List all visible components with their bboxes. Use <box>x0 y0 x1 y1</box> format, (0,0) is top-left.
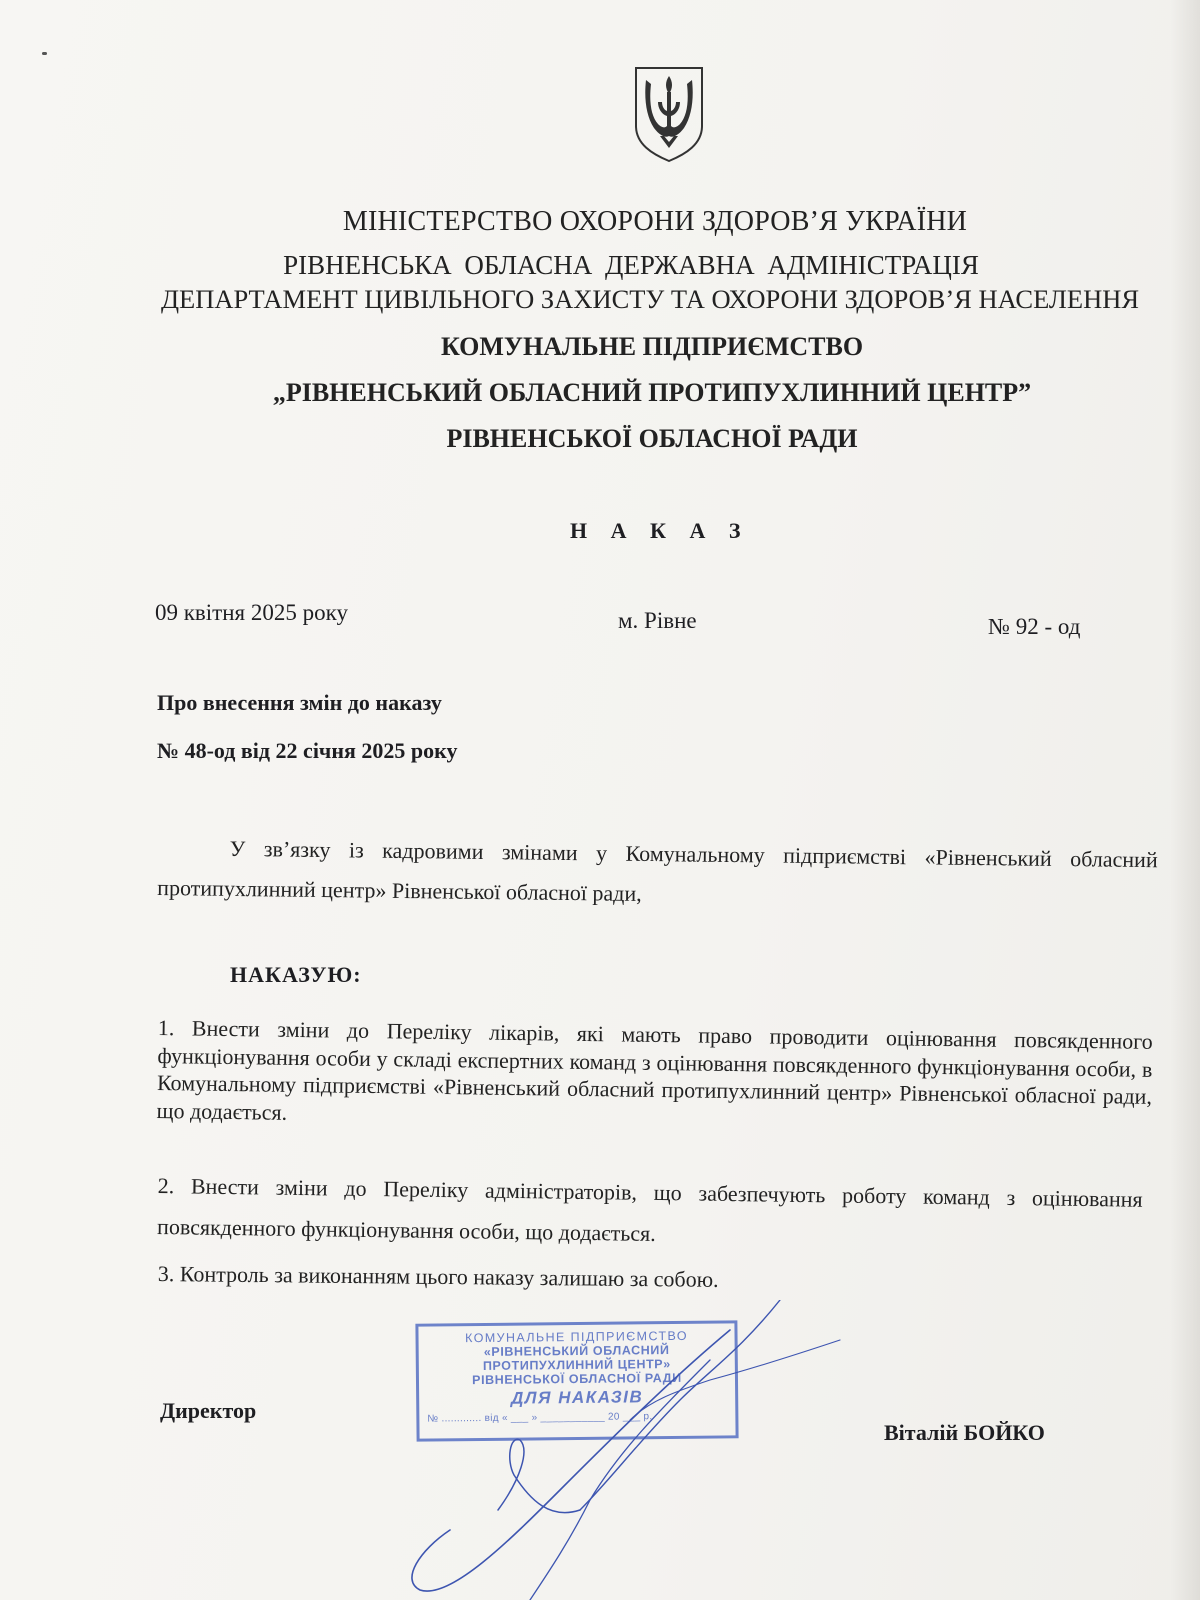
page-edge-shadow <box>1170 0 1200 1600</box>
order-item-1: 1. Внести зміни до Переліку лікарів, які мають право проводити оцінювання повсякденного функціонування особи у складі експертних команд з оцінювання повсякденного функціонування особи, в Комунальному підприємстві «Рівненський обласний протипухлинний центр» Рівненської обласної ради, що додається. <box>156 1014 1153 1125</box>
coat-of-arms-icon <box>632 64 706 164</box>
order-item-3: 3. Контроль за виконанням цього наказу залишаю за собою. <box>157 1260 719 1292</box>
stamp-line-3: ПРОТИПУХЛИННИЙ ЦЕНТР» <box>482 1357 671 1373</box>
stamp-line-5: ДЛЯ НАКАЗІВ <box>510 1387 644 1408</box>
council-name: РІВНЕНСЬКОЇ ОБЛАСНОЇ РАДИ <box>446 424 858 453</box>
stamp-line-4: РІВНЕНСЬКОЇ ОБЛАСНОЇ РАДИ <box>472 1370 682 1388</box>
order-number: № 92 - од <box>988 614 1081 639</box>
order-item-2: 2. Внести зміни до Переліку адміністраторів, що забезпечують роботу команд з оцінювання повсякденного функціонування особи, що додається. <box>156 1172 1143 1246</box>
signatory-name: Віталій БОЙКО <box>884 1420 1045 1445</box>
administration-name: РІВНЕНСЬКА ОБЛАСНА ДЕРЖАВНА АДМІНІСТРАЦІЯ <box>283 250 979 280</box>
enterprise-type: КОМУНАЛЬНЕ ПІДПРИЄМСТВО <box>440 332 864 361</box>
order-city: м. Рівне <box>618 608 697 633</box>
stamp-line-6: № ............. від « ___ » ___________ 20 ___ р. <box>427 1411 653 1425</box>
enterprise-name: „РІВНЕНСЬКИЙ ОБЛАСНИЙ ПРОТИПУХЛИННИЙ ЦЕНТР” <box>272 378 1032 407</box>
subject-line-1: Про внесення змін до наказу <box>157 690 442 715</box>
stamp-line-1: КОМУНАЛЬНЕ ПІДПРИЄМСТВО <box>465 1328 689 1346</box>
order-date: 09 квітня 2025 року <box>155 600 348 625</box>
stamp-line-2: «РІВНЕНСЬКИЙ ОБЛАСНИЙ <box>483 1343 670 1359</box>
subject-line-2: № 48-од від 22 січня 2025 року <box>157 738 458 763</box>
document-title: Н А К А З <box>570 518 750 543</box>
order-keyword: НАКАЗУЮ: <box>230 962 362 987</box>
ministry-name: МІНІСТЕРСТВО ОХОРОНИ ЗДОРОВ’Я УКРАЇНИ <box>342 206 968 237</box>
handwritten-signature <box>380 1300 860 1600</box>
signatory-position: Директор <box>160 1398 257 1423</box>
paper-speck <box>42 52 47 55</box>
intro-paragraph: У зв’язку із кадровими змінами у Комунальному підприємстві «Рівненський обласний протипухлинний центр» Рівненської обласної ради, <box>157 835 1158 906</box>
department-name: ДЕПАРТАМЕНТ ЦИВІЛЬНОГО ЗАХИСТУ ТА ОХОРОНИ ЗДОРОВ’Я НАСЕЛЕННЯ <box>160 284 1140 314</box>
